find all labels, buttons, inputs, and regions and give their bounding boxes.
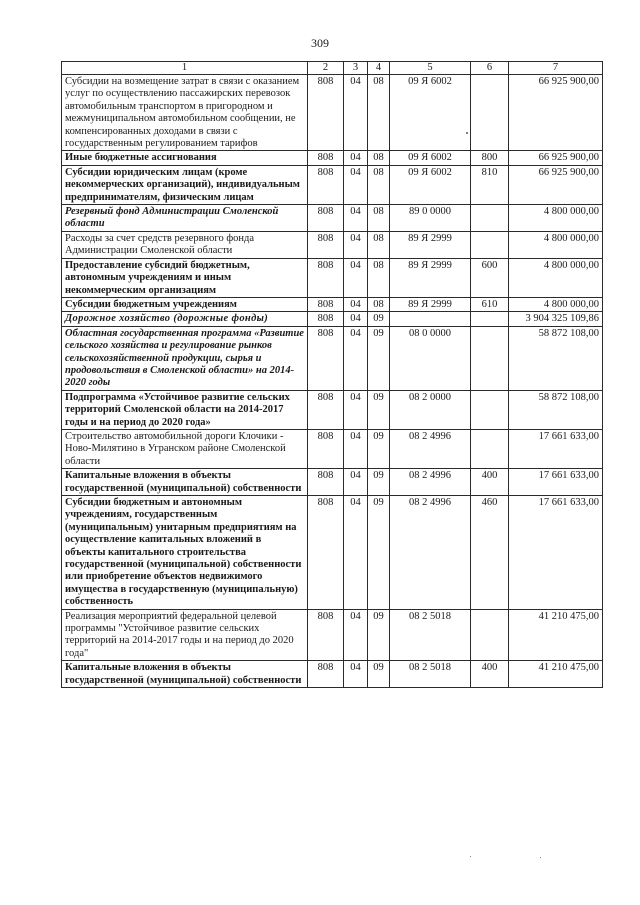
cell-target-article: 09 Я 6002: [390, 75, 471, 151]
table-row: [62, 326, 603, 390]
table-row: [62, 496, 603, 610]
row-name: Иные бюджетные ассигнования: [62, 151, 308, 165]
cell-amount: 3 904 325 109,86: [509, 312, 603, 326]
cell-admin-code: 808: [308, 151, 344, 165]
cell-section: 04: [344, 390, 368, 429]
row-name: Субсидии бюджетным учреждениям: [62, 297, 308, 311]
table-row: [62, 297, 603, 311]
cell-target-article: 08 0 0000: [390, 326, 471, 390]
cell-target-article: 89 Я 2999: [390, 297, 471, 311]
cell-expense-type: [471, 205, 509, 232]
cell-target-article: [390, 312, 471, 326]
cell-subsection: 09: [368, 609, 390, 661]
header-col-7: 7: [509, 62, 603, 75]
cell-subsection: 08: [368, 165, 390, 204]
row-name: Расходы за счет средств резервного фонда Администрации Смоленской области: [62, 231, 308, 258]
header-col-2: 2: [308, 62, 344, 75]
row-name: Строительство автомобильной дороги Клочики - Ново-Милятино в Угранском районе Смоленской области: [62, 429, 308, 468]
header-col-6: 6: [471, 62, 509, 75]
table-row: [62, 151, 603, 165]
cell-target-article: 08 2 4996: [390, 469, 471, 496]
cell-target-article: 08 2 5018: [390, 661, 471, 688]
table-row: [62, 75, 603, 151]
cell-expense-type: [471, 75, 509, 151]
row-name: Дорожное хозяйство (дорожные фонды): [62, 312, 308, 326]
cell-subsection: 09: [368, 429, 390, 468]
cell-target-article: 89 Я 2999: [390, 231, 471, 258]
cell-section: 04: [344, 75, 368, 151]
cell-admin-code: 808: [308, 496, 344, 610]
cell-amount: 4 800 000,00: [509, 258, 603, 297]
cell-target-article: 08 2 4996: [390, 429, 471, 468]
cell-section: 04: [344, 205, 368, 232]
cell-admin-code: 808: [308, 75, 344, 151]
cell-admin-code: 808: [308, 326, 344, 390]
row-name: Капитальные вложения в объекты государственной (муниципальной) собственности: [62, 469, 308, 496]
budget-table: [61, 61, 603, 688]
cell-target-article: 08 2 4996: [390, 496, 471, 610]
scan-speck: [466, 132, 468, 134]
cell-target-article: 09 Я 6002: [390, 165, 471, 204]
cell-section: 04: [344, 326, 368, 390]
table-row: [62, 609, 603, 661]
cell-expense-type: [471, 231, 509, 258]
header-col-4: 4: [368, 62, 390, 75]
cell-section: 04: [344, 297, 368, 311]
cell-target-article: 08 2 5018: [390, 609, 471, 661]
scan-speck: [540, 857, 541, 858]
cell-target-article: 09 Я 6002: [390, 151, 471, 165]
page-number: 309: [311, 36, 329, 50]
cell-amount: 4 800 000,00: [509, 297, 603, 311]
table-row: [62, 312, 603, 326]
cell-amount: 41 210 475,00: [509, 609, 603, 661]
row-name: Субсидии бюджетным и автономным учреждениям, государственным (муниципальным) унитарным предприятиям на осуществление капитальных вложений в объекты капитального строительства государственной (муниципальной) собственности или приобретение объектов недвижимого имущества в государственную (муниципальную) собственность: [62, 496, 308, 610]
cell-admin-code: 808: [308, 661, 344, 688]
row-name: Субсидии юридическим лицам (кроме некоммерческих организаций), индивидуальным предпринимателям, физическим лицам: [62, 165, 308, 204]
header-col-3: 3: [344, 62, 368, 75]
cell-subsection: 09: [368, 496, 390, 610]
cell-subsection: 09: [368, 469, 390, 496]
table-row: [62, 661, 603, 688]
cell-expense-type: 600: [471, 258, 509, 297]
cell-subsection: 09: [368, 661, 390, 688]
cell-admin-code: 808: [308, 469, 344, 496]
cell-amount: 58 872 108,00: [509, 390, 603, 429]
table-row: [62, 231, 603, 258]
cell-amount: 66 925 900,00: [509, 165, 603, 204]
cell-section: 04: [344, 231, 368, 258]
table-row: [62, 469, 603, 496]
cell-subsection: 08: [368, 258, 390, 297]
cell-amount: 17 661 633,00: [509, 496, 603, 610]
cell-admin-code: 808: [308, 390, 344, 429]
cell-target-article: 08 2 0000: [390, 390, 471, 429]
cell-admin-code: 808: [308, 205, 344, 232]
cell-expense-type: 810: [471, 165, 509, 204]
cell-section: 04: [344, 469, 368, 496]
row-name: Подпрограмма «Устойчивое развитие сельских территорий Смоленской области на 2014-2017 годы и на период до 2020 года»: [62, 390, 308, 429]
cell-section: 04: [344, 661, 368, 688]
cell-expense-type: 400: [471, 469, 509, 496]
row-name: Субсидии на возмещение затрат в связи с оказанием услуг по осуществлению пассажирских перевозок автомобильным транспортом в пригородном и межмуниципальном автомобильном сообщении, не компенсированных доходами в связи с государственным регулированием тарифов: [62, 75, 308, 151]
header-col-5: 5: [390, 62, 471, 75]
cell-expense-type: 400: [471, 661, 509, 688]
cell-admin-code: 808: [308, 258, 344, 297]
row-name: Предоставление субсидий бюджетным, автономным учреждениям и иным некоммерческим организациям: [62, 258, 308, 297]
cell-expense-type: 460: [471, 496, 509, 610]
cell-amount: 17 661 633,00: [509, 429, 603, 468]
cell-section: 04: [344, 429, 368, 468]
cell-subsection: 09: [368, 390, 390, 429]
cell-expense-type: [471, 609, 509, 661]
table-row: [62, 429, 603, 468]
cell-expense-type: [471, 312, 509, 326]
cell-admin-code: 808: [308, 609, 344, 661]
cell-section: 04: [344, 165, 368, 204]
table-row: [62, 390, 603, 429]
cell-amount: 66 925 900,00: [509, 75, 603, 151]
table-row: [62, 165, 603, 204]
cell-admin-code: 808: [308, 231, 344, 258]
cell-section: 04: [344, 258, 368, 297]
cell-subsection: 08: [368, 205, 390, 232]
cell-admin-code: 808: [308, 312, 344, 326]
cell-admin-code: 808: [308, 297, 344, 311]
cell-subsection: 08: [368, 151, 390, 165]
cell-section: 04: [344, 312, 368, 326]
table-row: [62, 205, 603, 232]
header-row: [62, 62, 603, 75]
cell-amount: 66 925 900,00: [509, 151, 603, 165]
cell-admin-code: 808: [308, 165, 344, 204]
cell-amount: 4 800 000,00: [509, 231, 603, 258]
cell-expense-type: 610: [471, 297, 509, 311]
row-name: Реализация мероприятий федеральной целевой программы "Устойчивое развитие сельских территорий на 2014-2017 годы и на период до 2020 года": [62, 609, 308, 661]
table-row: [62, 258, 603, 297]
cell-expense-type: [471, 429, 509, 468]
cell-expense-type: 800: [471, 151, 509, 165]
cell-amount: 17 661 633,00: [509, 469, 603, 496]
cell-target-article: 89 Я 2999: [390, 258, 471, 297]
cell-subsection: 08: [368, 75, 390, 151]
cell-amount: 4 800 000,00: [509, 205, 603, 232]
header-col-1: 1: [62, 62, 308, 75]
scan-speck: [470, 856, 471, 857]
cell-subsection: 09: [368, 312, 390, 326]
cell-amount: 58 872 108,00: [509, 326, 603, 390]
row-name: Резервный фонд Администрации Смоленской области: [62, 205, 308, 232]
cell-admin-code: 808: [308, 429, 344, 468]
cell-section: 04: [344, 609, 368, 661]
cell-section: 04: [344, 496, 368, 610]
cell-subsection: 09: [368, 326, 390, 390]
cell-amount: 41 210 475,00: [509, 661, 603, 688]
row-name: Капитальные вложения в объекты государственной (муниципальной) собственности: [62, 661, 308, 688]
cell-subsection: 08: [368, 297, 390, 311]
cell-expense-type: [471, 390, 509, 429]
row-name: Областная государственная программа «Развитие сельского хозяйства и регулирование рынков сельскохозяйственной продукции, сырья и продовольствия в Смоленской области» на 2014-2020 годы: [62, 326, 308, 390]
cell-target-article: 89 0 0000: [390, 205, 471, 232]
cell-subsection: 08: [368, 231, 390, 258]
cell-section: 04: [344, 151, 368, 165]
cell-expense-type: [471, 326, 509, 390]
